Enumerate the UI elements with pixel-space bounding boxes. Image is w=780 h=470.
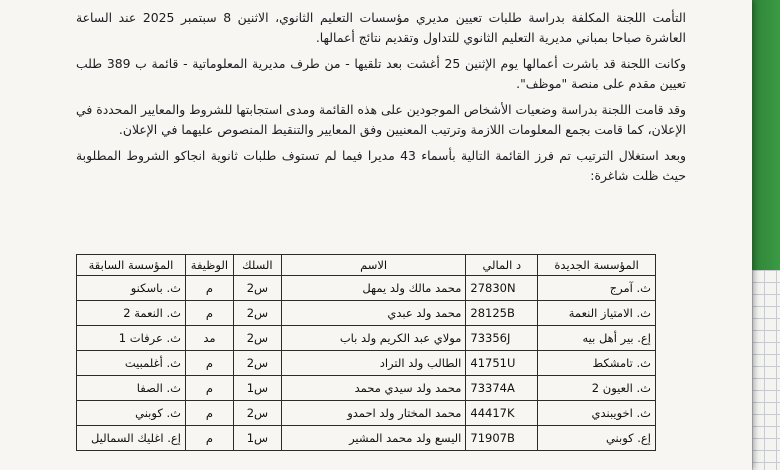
cell-previous-institution: ث. أغلمبيت	[77, 351, 186, 376]
header-cycle: السلك	[233, 255, 281, 276]
cell-function: م	[185, 401, 233, 426]
header-financial-id: د المالي	[466, 255, 538, 276]
table-row	[77, 326, 656, 351]
cell-previous-institution: ث. كوبني	[77, 401, 186, 426]
paragraph: وكانت اللجنة قد باشرت أعمالها يوم الإثنين 25 أغشت بعد تلقيها - من طرف مديرية المعلوماتية - قائمة ب 389 طلب تعيين مقدم على منصة "موظف".	[76, 56, 686, 91]
cell-previous-institution: ث. باسكنو	[77, 276, 186, 301]
paragraph: وقد قامت اللجنة بدراسة وضعيات الأشخاص الموجودين على هذه القائمة ومدى استجابتها للشروط والمعايير المحددة في الإعلان، كما قامت بجمع المعلومات اللازمة وترتيب المعنيين وفق المعايير والتنقيط المنصوص عليهما في الإعلان.	[76, 102, 686, 137]
cell-name: الطالب ولد التراد	[281, 351, 466, 376]
cell-financial-id: 73374A	[466, 376, 538, 401]
cell-function: م	[185, 376, 233, 401]
cell-previous-institution: إع. اغليك السماليل	[77, 426, 186, 451]
header-name: الاسم	[281, 255, 466, 276]
header-previous-institution: المؤسسة السابقة	[77, 255, 186, 276]
cell-cycle: س2	[233, 301, 281, 326]
cell-function: م	[185, 301, 233, 326]
paragraph: وبعد استغلال الترتيب تم فرز القائمة التالية بأسماء 43 مديرا فيما لم تستوف طلبات ثانوية انجاكو الشروط المطلوبة حيث ظلت شاغرة:	[76, 148, 686, 183]
cell-name: محمد ولد عبدي	[281, 301, 466, 326]
cell-previous-institution: ث. النعمة 2	[77, 301, 186, 326]
cell-previous-institution: ث. الصفا	[77, 376, 186, 401]
cell-name: مولاي عبد الكريم ولد باب	[281, 326, 466, 351]
cell-financial-id: 44417K	[466, 401, 538, 426]
table-row	[77, 351, 656, 376]
cell-cycle: س2	[233, 351, 281, 376]
table-row	[77, 276, 656, 301]
cell-cycle: س2	[233, 326, 281, 351]
cell-new-institution: ث. تامشكط	[538, 351, 656, 376]
table-row	[77, 301, 656, 326]
cell-new-institution: إع. بير أهل بيه	[538, 326, 656, 351]
header-new-institution: المؤسسة الجديدة	[538, 255, 656, 276]
cell-financial-id: 27830N	[466, 276, 538, 301]
cell-cycle: س2	[233, 276, 281, 301]
document-body	[76, 8, 686, 192]
cell-financial-id: 73356J	[466, 326, 538, 351]
cell-new-institution: ث. آمرج	[538, 276, 656, 301]
cell-name: محمد المختار ولد احمدو	[281, 401, 466, 426]
cell-previous-institution: ث. عرفات 1	[77, 326, 186, 351]
cell-name: محمد ولد سيدي محمد	[281, 376, 466, 401]
cell-function: م	[185, 426, 233, 451]
cell-new-institution: ث. العيون 2	[538, 376, 656, 401]
cell-new-institution: ث. اخويبندي	[538, 401, 656, 426]
cell-name: محمد مالك ولد يمهل	[281, 276, 466, 301]
cell-function: مد	[185, 326, 233, 351]
paragraph: التأمت اللجنة المكلفة بدراسة طلبات تعيين مديري مؤسسات التعليم الثانوي، الاثنين 8 سبتمبر 2025 عند الساعة العاشرة صباحا بمباني مديرية التعليم الثانوي للتداول وتقديم نتائج أعمالها.	[76, 10, 686, 45]
cell-new-institution: إع. كوبني	[538, 426, 656, 451]
header-function: الوظيفة	[185, 255, 233, 276]
cell-cycle: س1	[233, 426, 281, 451]
cell-cycle: س2	[233, 401, 281, 426]
table-header-row	[77, 255, 656, 276]
cell-function: م	[185, 351, 233, 376]
cell-cycle: س1	[233, 376, 281, 401]
directors-table	[76, 254, 656, 451]
cell-new-institution: ث. الامتياز النعمة	[538, 301, 656, 326]
cell-financial-id: 41751U	[466, 351, 538, 376]
table-row	[77, 376, 656, 401]
cell-financial-id: 28125B	[466, 301, 538, 326]
cell-function: م	[185, 276, 233, 301]
cell-name: اليسع ولد محمد المشير	[281, 426, 466, 451]
table-row	[77, 426, 656, 451]
table-row	[77, 401, 656, 426]
cell-financial-id: 71907B	[466, 426, 538, 451]
